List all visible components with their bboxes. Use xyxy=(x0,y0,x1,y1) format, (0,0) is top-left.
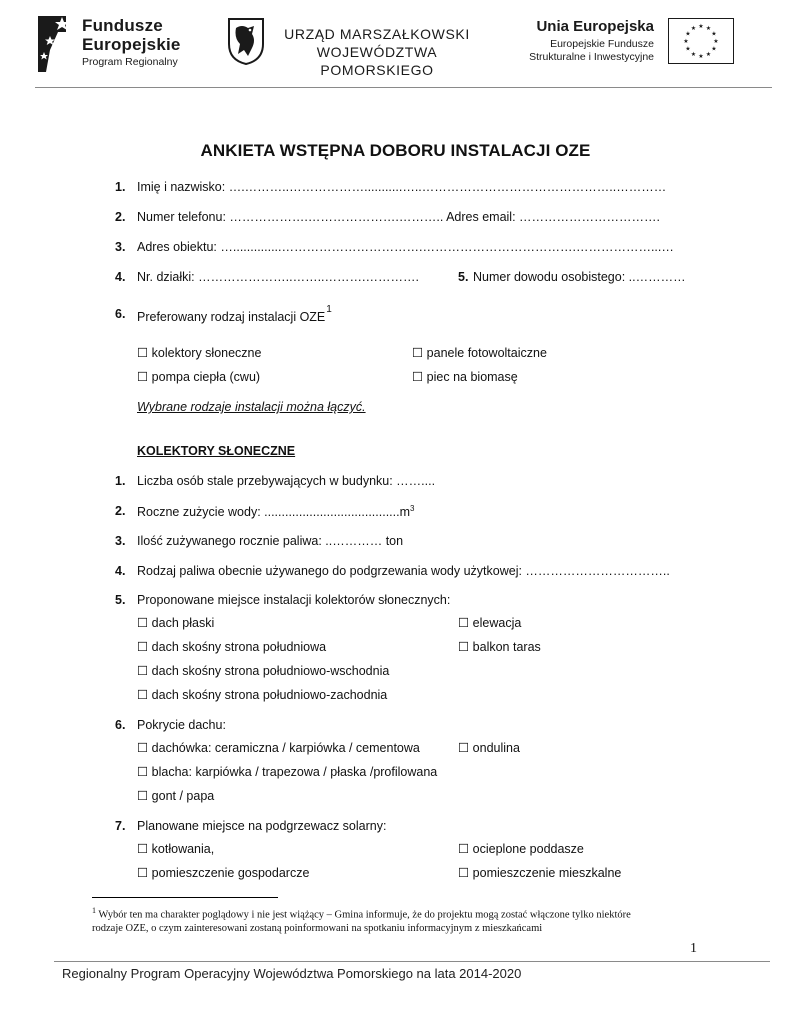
opt-gospodarcze[interactable]: ☐ pomieszczenie gospodarcze xyxy=(137,866,310,880)
q3-number: 3. xyxy=(115,240,126,254)
install-type-question xyxy=(137,300,332,322)
k5-number: 5. xyxy=(115,593,126,607)
footnote-mark: 1 xyxy=(92,906,96,915)
water-usage-text: Roczne zużycie wody: .......................................m xyxy=(137,505,410,520)
footnote xyxy=(92,904,712,935)
opt-dach-plaski[interactable]: ☐ dach płaski xyxy=(137,616,215,630)
header-divider xyxy=(35,87,772,88)
svg-text:★: ★ xyxy=(705,51,712,58)
name-field[interactable]: Imię i nazwisko: ….………..………………...........…..………………………………………..………… xyxy=(137,180,667,194)
fe-star-figure-icon xyxy=(36,12,76,74)
k7-number: 7. xyxy=(115,819,126,833)
address-field[interactable]: Adres obiektu: …..............…………………………….……………………………….………………...… xyxy=(137,240,674,254)
pomorskie-crest-logo xyxy=(226,16,266,66)
footnote-line2: rodzaje OZE, o czym zainteresowani zostaną poinformowani na spotkaniu informacyjnym z mieszkańcami xyxy=(92,922,543,934)
opt-elewacja[interactable]: ☐ elewacja xyxy=(458,616,522,630)
q4-number: 4. xyxy=(115,270,126,284)
eu-flag-logo xyxy=(668,18,734,64)
fuel-amount-field[interactable]: Ilość zużywanego rocznie paliwa: ..………… ton xyxy=(137,534,404,548)
ue-subtitle-line2: Strukturalne i Inwestycyjne xyxy=(529,51,654,63)
id-number-field[interactable]: Numer dowodu osobistego: ..………… xyxy=(473,270,686,284)
opt-poddasze[interactable]: ☐ ocieplone poddasze xyxy=(458,842,584,856)
q5-number: 5. xyxy=(458,270,469,284)
opt-mieszkalne[interactable]: ☐ pomieszczenie mieszkalne xyxy=(458,866,622,880)
k4-number: 4. xyxy=(115,564,126,578)
svg-text:★: ★ xyxy=(685,45,691,53)
footer-text: Regionalny Program Operacyjny Województwa Pomorskiego na lata 2014-2020 xyxy=(62,966,522,981)
fuel-type-field[interactable]: Rodzaj paliwa obecnie używanego do podgrzewania wody użytkowej: …………………………….. xyxy=(137,564,670,578)
opt-dachowka[interactable]: ☐ dachówka: ceramiczna / karpiówka / cementowa xyxy=(137,741,420,755)
page-number: 1 xyxy=(690,941,697,956)
eu-stars-flag-icon xyxy=(668,18,734,64)
opt-balkon-taras[interactable]: ☐ balkon taras xyxy=(458,640,541,654)
fundusze-europejskie-logo xyxy=(36,10,206,74)
svg-text:★: ★ xyxy=(698,53,704,60)
water-usage-field[interactable] xyxy=(137,504,414,519)
option-piec[interactable]: ☐ piec na biomasę xyxy=(412,370,518,384)
option-kolektory[interactable]: ☐ kolektory słoneczne xyxy=(137,346,262,360)
ue-title: Unia Europejska xyxy=(536,18,654,35)
opt-dach-pld-wsch[interactable]: ☐ dach skośny strona południowo-wschodnia xyxy=(137,664,390,678)
footnote-text1: Wybór ten ma charakter poglądowy i nie jest wiążący – Gmina informuje, że do projektu mogą zostać włączone tylko niektóre xyxy=(96,909,631,921)
q2-number: 2. xyxy=(115,210,126,224)
svg-text:★: ★ xyxy=(685,30,691,38)
svg-text:★: ★ xyxy=(683,38,689,45)
k6-number: 6. xyxy=(115,718,126,732)
q1-number: 1. xyxy=(115,180,126,194)
svg-text:★: ★ xyxy=(713,38,719,45)
urzad-line1: URZĄD MARSZAŁKOWSKI xyxy=(284,26,470,42)
option-panele[interactable]: ☐ panele fotowoltaiczne xyxy=(412,346,547,360)
k2-number: 2. xyxy=(115,504,126,518)
footnote-line1 xyxy=(92,904,712,922)
opt-blacha[interactable]: ☐ blacha: karpiówka / trapezowa / płaska /profilowana xyxy=(137,765,438,779)
section-kolektory-title: KOLEKTORY SŁONECZNE xyxy=(137,444,296,458)
phone-email-field[interactable]: Numer telefonu: ……………….………………….……….. Adres email: ……………………………. xyxy=(137,210,660,224)
install-type-label: Preferowany rodzaj instalacji OZE xyxy=(137,310,326,324)
fe-title-line2: Europejskie xyxy=(82,35,181,54)
opt-dach-pld-zach[interactable]: ☐ dach skośny strona południowo-zachodnia xyxy=(137,688,388,702)
svg-text:★: ★ xyxy=(698,23,704,30)
residents-field[interactable]: Liczba osób stale przebywających w budynku: …….... xyxy=(137,474,436,488)
opt-gont-papa[interactable]: ☐ gont / papa xyxy=(137,789,215,803)
footnote-divider xyxy=(92,897,278,898)
option-pompa[interactable]: ☐ pompa ciepła (cwu) xyxy=(137,370,261,384)
page-title: ANKIETA WSTĘPNA DOBORU INSTALACJI OZE xyxy=(200,141,591,160)
svg-text:★: ★ xyxy=(690,51,697,58)
k1-number: 1. xyxy=(115,474,126,488)
svg-text:★: ★ xyxy=(705,25,712,32)
roof-cover-question: Pokrycie dachu: xyxy=(137,718,226,732)
opt-kotlowania[interactable]: ☐ kotłowania, xyxy=(137,842,215,856)
unia-europejska-text xyxy=(500,18,654,64)
svg-text:★: ★ xyxy=(690,25,697,32)
heater-location-question: Planowane miejsce na podgrzewacz solarny: xyxy=(137,819,387,833)
ue-subtitle-line1: Europejskie Fundusze xyxy=(550,38,654,50)
urzad-line2: WOJEWÓDZTWA POMORSKIEGO xyxy=(316,44,438,78)
cubic-sup: 3 xyxy=(410,504,415,513)
opt-ondulina[interactable]: ☐ ondulina xyxy=(458,741,520,755)
opt-dach-poludniowa[interactable]: ☐ dach skośny strona południowa xyxy=(137,640,327,654)
q6-number: 6. xyxy=(115,307,126,321)
collector-location-question: Proponowane miejsce instalacji kolektorów słonecznych: xyxy=(137,593,451,607)
footer-divider xyxy=(54,961,770,962)
svg-text:★: ★ xyxy=(711,30,717,38)
footnote-ref: 1 xyxy=(326,304,332,315)
plot-number-field[interactable]: Nr. działki: …………………..……..……….…………. xyxy=(137,270,419,284)
svg-text:★: ★ xyxy=(711,45,717,53)
urzad-title xyxy=(270,25,484,79)
install-combine-note: Wybrane rodzaje instalacji można łączyć. xyxy=(137,400,366,414)
fe-title-line1: Fundusze xyxy=(82,16,163,35)
griffin-crest-icon xyxy=(226,16,266,66)
fe-subtitle: Program Regionalny xyxy=(82,56,178,68)
k3-number: 3. xyxy=(115,534,126,548)
